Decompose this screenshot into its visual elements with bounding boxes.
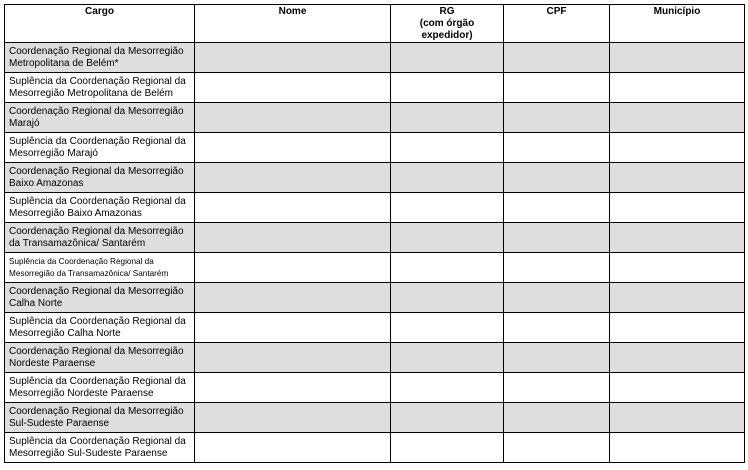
municipio-field[interactable] — [610, 433, 745, 463]
rg-field[interactable] — [391, 253, 504, 283]
table-row — [5, 103, 745, 133]
cpf-field[interactable] — [504, 133, 610, 163]
municipio-field[interactable] — [610, 73, 745, 103]
cpf-field[interactable] — [504, 223, 610, 253]
rg-field[interactable] — [391, 433, 504, 463]
cpf-field[interactable] — [504, 343, 610, 373]
municipio-field[interactable] — [610, 43, 745, 73]
table-row — [5, 133, 745, 163]
nome-field[interactable] — [195, 403, 391, 433]
municipio-field[interactable] — [610, 103, 745, 133]
cargo-cell: Coordenação Regional da Mesorregião Metropolitana de Belém* — [5, 43, 195, 73]
cpf-field[interactable] — [504, 283, 610, 313]
nome-field[interactable] — [195, 73, 391, 103]
table-row — [5, 373, 745, 403]
header-rg-label: RG — [439, 6, 455, 17]
cargo-cell: Suplência da Coordenação Regional da Mesorregião Baixo Amazonas — [5, 193, 195, 223]
cargo-cell: Coordenação Regional da Mesorregião Calha Norte — [5, 283, 195, 313]
header-rg-sublabel: (com órgão expedidor) — [419, 18, 475, 41]
table-body — [5, 43, 745, 463]
nome-field[interactable] — [195, 283, 391, 313]
nome-field[interactable] — [195, 133, 391, 163]
cargo-cell: Suplência da Coordenação Regional da Mesorregião Calha Norte — [5, 313, 195, 343]
rg-field[interactable] — [391, 43, 504, 73]
nome-field[interactable] — [195, 223, 391, 253]
candidates-form-table — [4, 4, 745, 463]
header-nome: Nome — [195, 5, 391, 43]
cpf-field[interactable] — [504, 403, 610, 433]
cpf-field[interactable] — [504, 163, 610, 193]
header-cpf: CPF — [504, 5, 610, 43]
table-row — [5, 193, 745, 223]
cargo-cell: Coordenação Regional da Mesorregião Marajó — [5, 103, 195, 133]
cpf-field[interactable] — [504, 313, 610, 343]
rg-field[interactable] — [391, 73, 504, 103]
rg-field[interactable] — [391, 283, 504, 313]
cargo-cell: Suplência da Coordenação Regional da Mesorregião Nordeste Paraense — [5, 373, 195, 403]
cargo-cell: Suplência da Coordenação Regional da Mesorregião Metropolitana de Belém — [5, 73, 195, 103]
nome-field[interactable] — [195, 163, 391, 193]
cpf-field[interactable] — [504, 73, 610, 103]
cargo-cell: Suplência da Coordenação Regional da Mesorregião da Transamazônica/ Santarém — [5, 253, 195, 283]
cpf-field[interactable] — [504, 103, 610, 133]
nome-field[interactable] — [195, 433, 391, 463]
cargo-cell: Suplência da Coordenação Regional da Mesorregião Sul-Sudeste Paraense — [5, 433, 195, 463]
municipio-field[interactable] — [610, 403, 745, 433]
cpf-field[interactable] — [504, 43, 610, 73]
nome-field[interactable] — [195, 253, 391, 283]
rg-field[interactable] — [391, 403, 504, 433]
cargo-cell: Coordenação Regional da Mesorregião Nordeste Paraense — [5, 343, 195, 373]
table-row — [5, 403, 745, 433]
table-header-row — [5, 5, 745, 43]
cpf-field[interactable] — [504, 373, 610, 403]
header-municipio: Município — [610, 5, 745, 43]
header-cargo: Cargo — [5, 5, 195, 43]
cargo-cell: Coordenação Regional da Mesorregião Baixo Amazonas — [5, 163, 195, 193]
municipio-field[interactable] — [610, 343, 745, 373]
cargo-cell: Suplência da Coordenação Regional da Mesorregião Marajó — [5, 133, 195, 163]
rg-field[interactable] — [391, 193, 504, 223]
rg-field[interactable] — [391, 313, 504, 343]
rg-field[interactable] — [391, 223, 504, 253]
cpf-field[interactable] — [504, 433, 610, 463]
table-row — [5, 163, 745, 193]
cpf-field[interactable] — [504, 193, 610, 223]
rg-field[interactable] — [391, 343, 504, 373]
municipio-field[interactable] — [610, 193, 745, 223]
rg-field[interactable] — [391, 103, 504, 133]
table-row — [5, 73, 745, 103]
municipio-field[interactable] — [610, 163, 745, 193]
rg-field[interactable] — [391, 133, 504, 163]
cargo-cell: Coordenação Regional da Mesorregião Sul-Sudeste Paraense — [5, 403, 195, 433]
municipio-field[interactable] — [610, 133, 745, 163]
table-row — [5, 433, 745, 463]
municipio-field[interactable] — [610, 373, 745, 403]
header-rg — [391, 5, 504, 43]
nome-field[interactable] — [195, 343, 391, 373]
municipio-field[interactable] — [610, 283, 745, 313]
table-row — [5, 313, 745, 343]
table-row — [5, 253, 745, 283]
nome-field[interactable] — [195, 193, 391, 223]
cargo-cell: Coordenação Regional da Mesorregião da Transamazônica/ Santarém — [5, 223, 195, 253]
cpf-field[interactable] — [504, 253, 610, 283]
municipio-field[interactable] — [610, 313, 745, 343]
nome-field[interactable] — [195, 313, 391, 343]
nome-field[interactable] — [195, 43, 391, 73]
rg-field[interactable] — [391, 373, 504, 403]
nome-field[interactable] — [195, 103, 391, 133]
municipio-field[interactable] — [610, 223, 745, 253]
table-row — [5, 223, 745, 253]
rg-field[interactable] — [391, 163, 504, 193]
table-row — [5, 343, 745, 373]
nome-field[interactable] — [195, 373, 391, 403]
municipio-field[interactable] — [610, 253, 745, 283]
table-row — [5, 43, 745, 73]
table-row — [5, 283, 745, 313]
